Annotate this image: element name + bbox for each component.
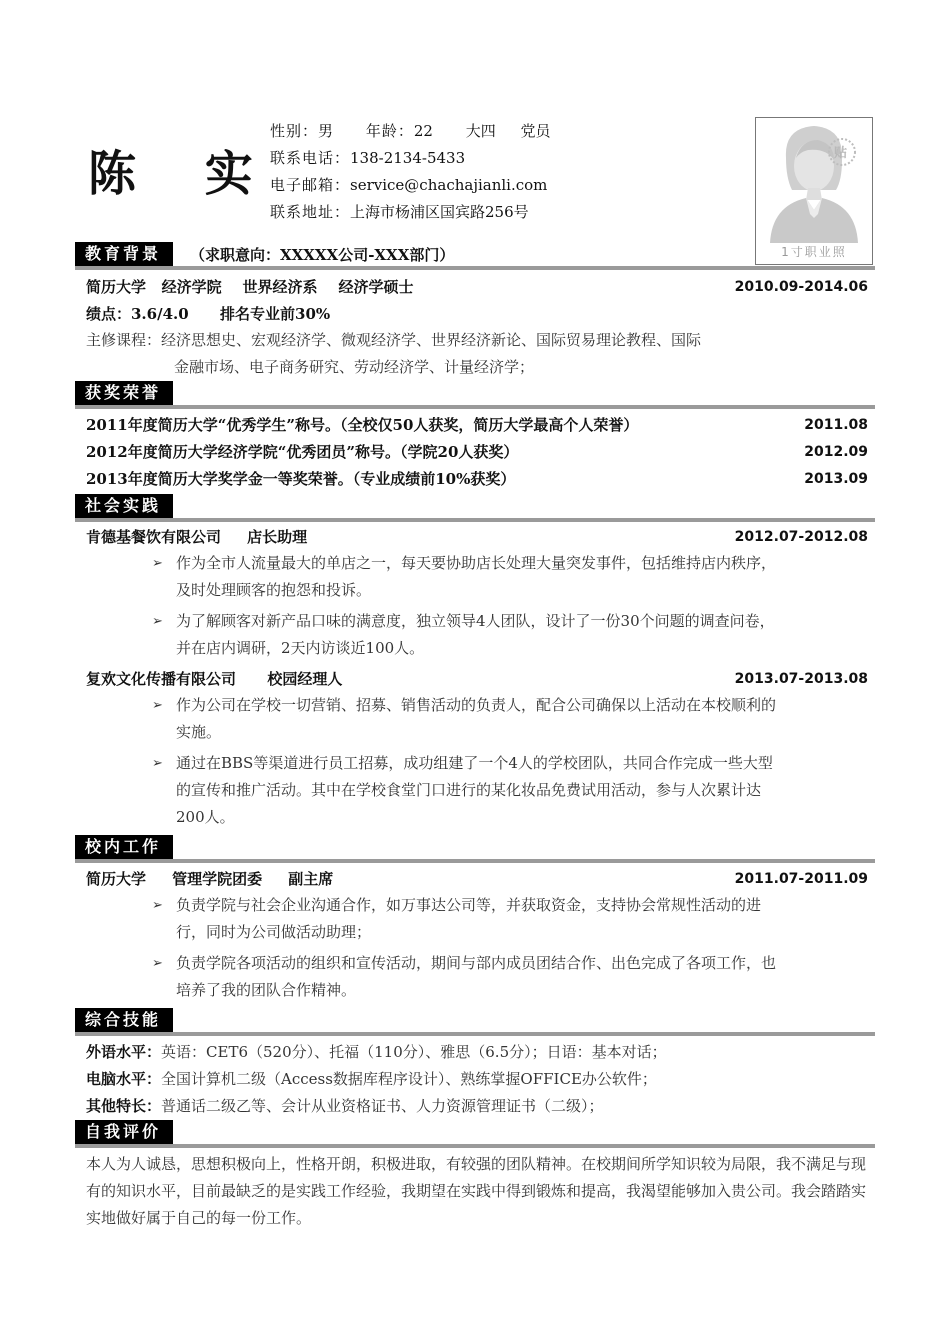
section-divider	[75, 859, 875, 863]
skill-label: 外语水平：	[86, 1043, 162, 1061]
campus-heading: 简历大学 管理学院团委 副主席	[86, 870, 334, 888]
section-title-self-eval: 自我评价	[75, 1120, 173, 1144]
skill-row	[86, 1069, 868, 1089]
award-date: 2013.09	[804, 471, 868, 487]
education-school-row	[86, 277, 868, 297]
grade-value: 大四	[465, 122, 496, 140]
email-label: 电子邮箱：	[270, 176, 351, 194]
section-divider	[75, 1032, 875, 1036]
skill-label: 电脑水平：	[86, 1070, 162, 1088]
skill-value: 英语：CET6（520分）、托福（110分）、雅思（6.5分）；日语：基本对话；	[161, 1043, 667, 1061]
award-text: 2012年度简历大学经济学院“优秀团员”称号。（学院20人获奖）	[86, 443, 519, 461]
campus-bullet	[152, 950, 777, 1004]
self-evaluation-text: 本人为人诚恳，思想积极向上，性格开朗，积极进取，有较强的团队精神。在校期间所学知识较为局限，我不满足与现有的知识水平，目前最缺乏的是实践工作经验，我期望在实践中得到锻炼和提高，我渴望能够加入贵公司。我会踏踏实实地做好属于自己的每一份工作。	[86, 1155, 867, 1227]
address-label: 联系地址：	[270, 203, 351, 221]
section-title-education: 教育背景	[75, 242, 173, 266]
award-row	[86, 469, 868, 489]
skill-label: 其他特长：	[86, 1097, 162, 1115]
political-status: 党员	[520, 122, 551, 140]
arrow-bullet-icon: ➢	[152, 756, 163, 771]
job-bullet	[152, 608, 777, 662]
phone-label: 联系电话：	[270, 149, 351, 167]
gpa-line: 绩点：3.6/4.0 排名专业前30%	[86, 305, 331, 323]
award-date: 2012.09	[804, 444, 868, 460]
job-heading-row	[86, 669, 868, 689]
bullet-text: 通过在BBS等渠道进行员工招募，成功组建了一个4人的学校团队，共同合作完成一些大型的宣传和推广活动。其中在学校食堂门口进行的某化妆品免费试用活动，参与人次累计达200人。	[176, 754, 773, 826]
arrow-bullet-icon: ➢	[152, 956, 163, 971]
award-text: 2011年度简历大学“优秀学生”称号。（全校仅50人获奖，简历大学最高个人荣誉）	[86, 416, 639, 434]
job-dates: 2012.07-2012.08	[734, 529, 868, 545]
skill-value: 普通话二级乙等、会计从业资格证书、人力资源管理证书（二级）；	[161, 1097, 604, 1115]
section-divider	[75, 1144, 875, 1148]
section-divider	[75, 266, 875, 270]
age-value: 22	[413, 122, 433, 140]
bullet-text: 负责学院与社会企业沟通合作，如万事达公司等，并获取资金，支持协会常规性活动的进行，同时为公司做活动助理；	[176, 896, 762, 941]
section-title-practice: 社会实践	[75, 494, 173, 518]
job-bullet	[152, 692, 777, 746]
section-title-campus: 校内工作	[75, 835, 173, 859]
section-divider	[75, 405, 875, 409]
arrow-bullet-icon: ➢	[152, 898, 163, 913]
skill-row	[86, 1096, 868, 1116]
person-silhouette-icon	[756, 118, 871, 243]
bullet-text: 负责学院各项活动的组织和宣传活动，期间与部内成员团结合作、出色完成了各项工作，也培养了我的团队合作精神。	[176, 954, 777, 999]
job-heading-row	[86, 527, 868, 547]
bullet-text: 作为公司在学校一切营销、招募、销售活动的负责人，配合公司确保以上活动在本校顺利的实施。	[176, 696, 777, 741]
campus-dates: 2011.07-2011.09	[734, 871, 868, 887]
phone-value: 138-2134-5433	[350, 149, 466, 167]
bullet-text: 为了解顾客对新产品口味的满意度，独立领导4人团队，设计了一份30个问题的调查问卷，并在店内调研，2天内访谈近100人。	[176, 612, 775, 657]
skill-row	[86, 1042, 868, 1062]
campus-heading-row	[86, 869, 868, 889]
job-heading: 肯德基餐饮有限公司 店长助理	[86, 528, 308, 546]
courses-block	[86, 327, 776, 381]
courses-line-1: 经济思想史、宏观经济学、微观经济学、世界经济新论、国际贸易理论教程、国际	[161, 331, 702, 349]
section-divider	[75, 518, 875, 522]
award-row	[86, 415, 868, 435]
bullet-text: 作为全市人流量最大的单店之一，每天要协助店长处理大量突发事件，包括维持店内秩序，及时处理顾客的抱怨和投诉。	[176, 554, 777, 599]
section-title-awards: 获奖荣誉	[75, 381, 173, 405]
photo-placeholder	[755, 117, 873, 265]
address-line	[270, 202, 529, 222]
education-school: 简历大学 经济学院 世界经济系 经济学硕士	[86, 278, 414, 296]
skill-value: 全国计算机二级（Access数据库程序设计）、熟练掌握OFFICE办公软件；	[161, 1070, 657, 1088]
job-heading: 复欢文化传播有限公司 校园经理人	[86, 670, 343, 688]
job-bullet	[152, 750, 777, 831]
courses-line-2: 金融市场、电子商务研究、劳动经济学、计量经济学；	[174, 358, 535, 376]
arrow-bullet-icon: ➢	[152, 614, 163, 629]
email-value: service@chachajianli.com	[350, 176, 548, 194]
job-bullet	[152, 550, 777, 604]
basic-info-line	[270, 121, 551, 141]
courses-label: 主修课程：	[86, 331, 162, 349]
job-objective: （求职意向：XXXXX公司-XXX部门）	[190, 246, 455, 264]
phone-line	[270, 148, 465, 168]
job-dates: 2013.07-2013.08	[734, 671, 868, 687]
campus-bullet	[152, 892, 777, 946]
arrow-bullet-icon: ➢	[152, 556, 163, 571]
gender-label: 性别：	[270, 122, 319, 140]
photo-caption: 1寸职业照	[781, 245, 847, 259]
award-row	[86, 442, 868, 462]
photo-stamp: 贴	[834, 146, 848, 161]
gender-value: 男	[318, 122, 334, 140]
candidate-name: 陈 实	[88, 146, 279, 202]
age-label: 年龄：	[365, 122, 414, 140]
address-value: 上海市杨浦区国宾路256号	[350, 203, 529, 221]
section-title-skills: 综合技能	[75, 1008, 173, 1032]
award-text: 2013年度简历大学奖学金一等奖荣誉。（专业成绩前10%获奖）	[86, 470, 516, 488]
email-line	[270, 175, 547, 195]
award-date: 2011.08	[804, 417, 868, 433]
arrow-bullet-icon: ➢	[152, 698, 163, 713]
education-dates: 2010.09-2014.06	[734, 279, 868, 295]
